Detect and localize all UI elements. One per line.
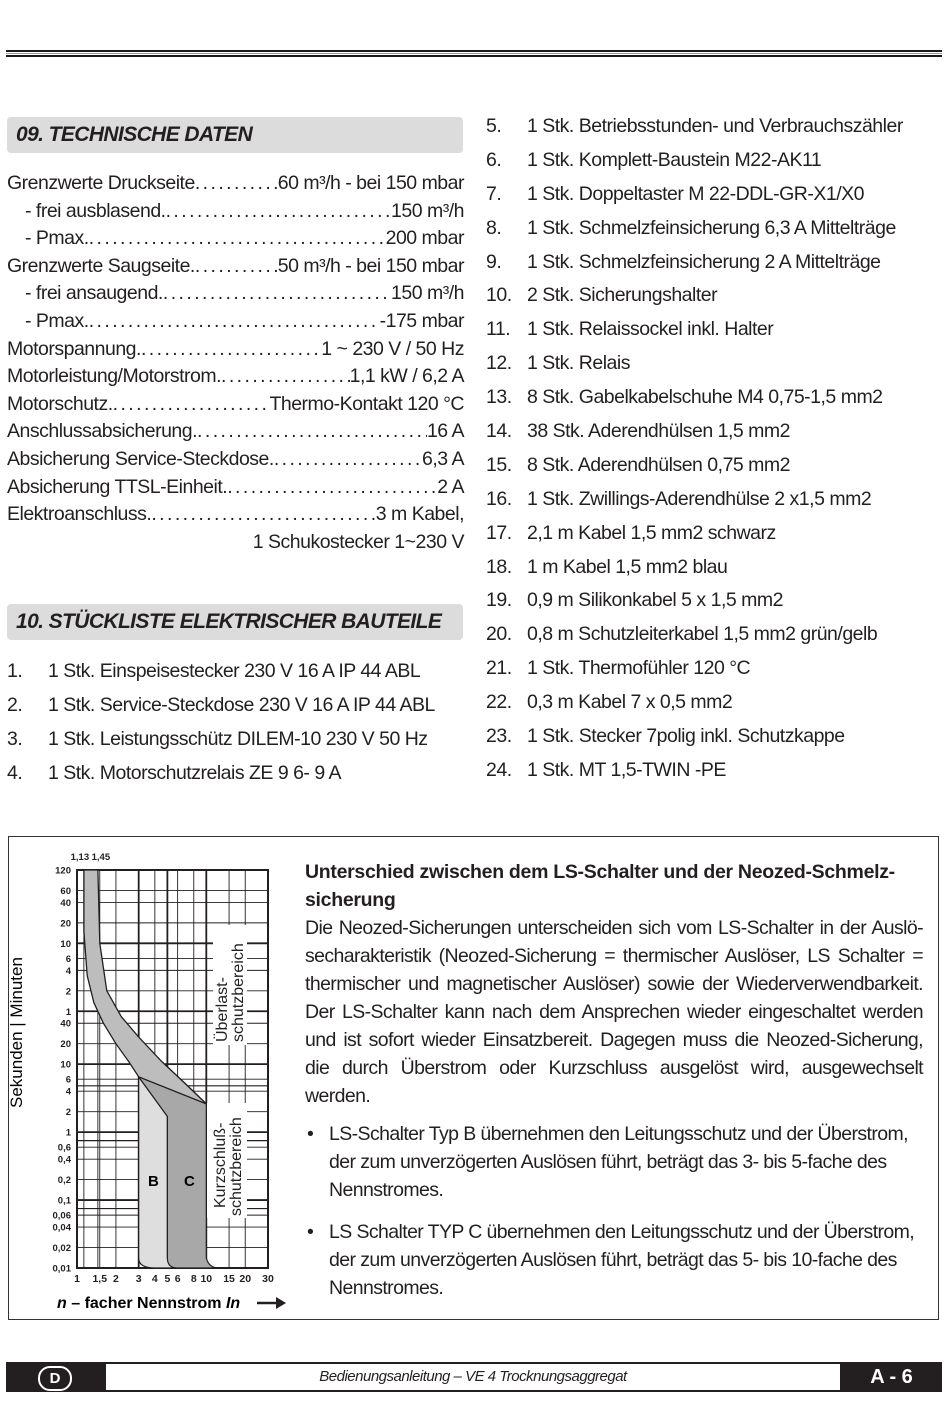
item-number: 21. — [486, 657, 512, 680]
svg-text:1,5: 1,5 — [92, 1273, 108, 1285]
svg-text:1: 1 — [65, 1006, 71, 1018]
svg-text:10: 10 — [200, 1273, 213, 1285]
item-number: 1. — [7, 660, 23, 682]
parts-list-item — [486, 686, 946, 720]
item-number: 24. — [486, 758, 512, 781]
spec-value: 200 mbar — [385, 227, 464, 250]
parts-list-item — [486, 449, 946, 483]
svg-text:1,45: 1,45 — [91, 852, 111, 863]
item-number: 16. — [486, 487, 512, 510]
svg-text:6: 6 — [65, 953, 71, 965]
svg-text:2: 2 — [65, 986, 71, 998]
svg-text:15: 15 — [223, 1273, 235, 1285]
spec-value: 3 m Kabel, — [375, 503, 464, 526]
info-heading: Unterschied zwischen dem LS-Schalter und der Neozed-Schmelz- sicherung — [305, 861, 895, 911]
svg-text:30: 30 — [262, 1273, 274, 1285]
item-number: 13. — [486, 386, 512, 409]
spec-label: Absicherung TTSL-Einheit. — [7, 475, 228, 498]
item-number: 5. — [486, 115, 502, 137]
spec-value: 50 m³/h - bei 150 mbar — [277, 254, 464, 277]
parts-list-item — [486, 246, 946, 280]
svg-text:2: 2 — [113, 1273, 119, 1285]
item-text: 2,1 m Kabel 1,5 mm2 schwarz — [527, 521, 776, 544]
svg-text:6: 6 — [65, 1074, 71, 1086]
item-number: 19. — [486, 589, 512, 612]
svg-text:40: 40 — [60, 1018, 71, 1030]
item-text: 8 Stk. Aderendhülsen 0,75 mm2 — [527, 453, 791, 476]
item-number: 18. — [486, 555, 512, 578]
spec-value: 60 m³/h - bei 150 mbar — [277, 172, 464, 194]
item-number: 3. — [7, 727, 23, 750]
svg-text:10: 10 — [60, 938, 71, 950]
info-bullets — [305, 1120, 923, 1302]
section-heading-technische-daten: 09. TECHNISCHE DATEN — [7, 117, 463, 153]
parts-list-item — [486, 618, 946, 652]
svg-text:0,1: 0,1 — [57, 1195, 71, 1207]
svg-text:60: 60 — [60, 885, 71, 897]
item-text: 1 Stk. Leistungsschütz DILEM-10 230 V 50 Hz — [48, 727, 428, 750]
item-text: 1 Stk. Relaissockel inkl. Halter — [527, 318, 774, 341]
parts-list-item — [486, 178, 946, 212]
spec-continuation: 1 Schukostecker 1~230 V — [252, 530, 464, 553]
parts-list-item — [486, 584, 946, 618]
item-text: 1 Stk. Thermofühler 120 °C — [527, 657, 751, 680]
bullet-type-b: • LS-Schalter Typ B übernehmen den Leitungsschutz und der Überstrom, der zum unverzögerten Auslösen führt, beträgt das 3- bis 5-fache des Nennstromes. — [307, 1123, 908, 1201]
trip-curve-chart — [0, 0, 300, 1320]
item-number: 20. — [486, 623, 512, 646]
overload-zone-label: Überlast- — [214, 977, 231, 1042]
item-text: 1 Stk. Stecker 7polig inkl. Schutzkappe — [527, 725, 845, 748]
short-circuit-zone-label: Kurzschluß- — [212, 1122, 229, 1208]
spec-label: Absicherung Service-Steckdose. — [7, 447, 274, 470]
item-text: 1 Stk. MT 1,5-TWIN -PE — [527, 758, 726, 781]
spec-value: 1,1 kW / 6,2 A — [349, 365, 464, 388]
spec-value: -175 mbar — [379, 309, 464, 332]
item-text: 0,8 m Schutzleiterkabel 1,5 mm2 grün/gelb — [527, 623, 878, 646]
svg-text:120: 120 — [55, 865, 71, 877]
svg-text:0,2: 0,2 — [57, 1175, 71, 1187]
svg-text:4: 4 — [151, 1273, 158, 1285]
item-text: 1 Stk. Relais — [527, 352, 630, 375]
info-paragraph: Die Neozed-Sicherungen unterscheiden sich vom LS-Schalter in der Auslö-secharakteristik (Neozed-Sicherung = thermischer Auslöser, LS Schalter = thermischer und magnetischer Auslöser) sowie der Wiederverwendbarkeit. Der LS-Schalter kann nach dem Ansprechen wieder eingeschaltet werden und ist sofort wieder Einsatzbereit. Dagegen muss die Neozed-Sicherung, die durch Überstrom oder Kurzschluss ausgelöst wird, ausgewechselt werden. — [305, 917, 923, 1107]
parts-list-item — [486, 313, 946, 347]
spec-label: Elektroanschluss. — [7, 503, 152, 526]
band-b-label: B — [148, 1173, 159, 1190]
svg-text:0,4: 0,4 — [57, 1154, 71, 1166]
parts-list-item — [486, 110, 946, 144]
item-text: 0,9 m Silikonkabel 5 x 1,5 mm2 — [527, 589, 783, 612]
item-text: 1 Stk. Doppeltaster M 22-DDL-GR-X1/X0 — [527, 182, 864, 205]
parts-list-item — [486, 144, 946, 178]
parts-list-item — [486, 212, 946, 246]
spec-label: Grenzwerte Druckseite — [7, 172, 195, 194]
spec-label: - frei ausblasend. — [25, 199, 166, 222]
spec-label: Motorleistung/Motorstrom. — [7, 365, 221, 388]
parts-list-item — [486, 551, 946, 585]
parts-list-item — [486, 279, 946, 313]
spec-value: 150 m³/h — [391, 282, 464, 305]
y-axis-label: Sekunden | Minuten — [7, 957, 26, 1108]
svg-text:0,06: 0,06 — [52, 1210, 71, 1222]
arrow-right-icon — [257, 1297, 286, 1309]
svg-text:schutzbereich: schutzbereich — [230, 943, 247, 1042]
item-number: 2. — [7, 693, 23, 716]
item-number: 23. — [486, 725, 512, 748]
svg-text:20: 20 — [60, 918, 71, 930]
parts-list-item — [486, 381, 946, 415]
svg-text:0,02: 0,02 — [52, 1243, 71, 1255]
item-number: 12. — [486, 352, 512, 375]
spec-label: Anschlussabsicherung. — [7, 420, 198, 443]
item-text: 1 Stk. Komplett-Baustein M22-AK11 — [527, 148, 822, 171]
item-text: 2 Stk. Sicherungshalter — [527, 284, 718, 307]
svg-text:20: 20 — [239, 1273, 252, 1285]
svg-text:8: 8 — [190, 1273, 197, 1285]
spec-label: - Pmax. — [25, 309, 89, 332]
parts-list-item — [486, 652, 946, 686]
svg-text:20: 20 — [60, 1039, 71, 1051]
svg-text:5: 5 — [164, 1273, 171, 1285]
svg-text:40: 40 — [60, 897, 71, 909]
svg-text:1: 1 — [74, 1273, 80, 1285]
parts-list-item — [486, 517, 946, 551]
item-text: 1 Stk. Einspeisestecker 230 V 16 A IP 44 ABL — [48, 660, 421, 682]
item-number: 8. — [486, 216, 502, 239]
svg-text:6: 6 — [174, 1273, 181, 1285]
item-text: 1 Stk. Betriebsstunden- und Verbrauchszähler — [527, 115, 903, 137]
item-text: 0,3 m Kabel 7 x 0,5 mm2 — [527, 691, 733, 714]
bullet-type-c: • LS Schalter TYP C übernehmen den Leitungsschutz und der Überstrom, der zum unverzögerten Auslösen führt, beträgt das 5- bis 10-fache des Nennstromes. — [307, 1221, 915, 1299]
item-number: 11. — [486, 318, 511, 341]
svg-text:2: 2 — [65, 1107, 71, 1119]
spec-label: - frei ansaugend. — [25, 282, 163, 305]
svg-text:0,04: 0,04 — [52, 1222, 71, 1234]
section-heading-stueckliste: 10. STÜCKLISTE ELEKTRISCHER BAUTEILE — [7, 604, 463, 640]
info-text — [305, 858, 923, 1316]
item-text: 1 Stk. Schmelzfeinsicherung 2 A Mittelträge — [527, 250, 881, 273]
item-number: 6. — [486, 148, 502, 171]
spec-value: 150 m³/h — [391, 199, 464, 222]
spec-label: Motorschutz. — [7, 392, 113, 415]
item-number: 10. — [486, 284, 512, 307]
item-number: 17. — [486, 521, 512, 544]
item-number: 9. — [486, 250, 502, 273]
spec-value: 2 A — [437, 475, 464, 498]
svg-text:10: 10 — [60, 1059, 71, 1071]
spec-value: Thermo-Kontakt 120 °C — [269, 392, 464, 415]
footer-title: Bedienungsanleitung – VE 4 Trocknungsaggregat — [106, 1364, 840, 1390]
item-text: 1 m Kabel 1,5 mm2 blau — [527, 555, 728, 578]
item-number: 4. — [7, 761, 23, 784]
spec-value: 1 ~ 230 V / 50 Hz — [321, 337, 464, 360]
page-footer — [6, 1362, 942, 1392]
item-text: 1 Stk. Motorschutzrelais ZE 9 6- 9 A — [48, 761, 342, 784]
language-badge: D — [38, 1366, 72, 1391]
svg-text:4: 4 — [65, 965, 71, 977]
item-number: 7. — [486, 182, 502, 205]
item-number: 15. — [486, 453, 512, 476]
svg-text:0,6: 0,6 — [57, 1142, 71, 1154]
svg-text:4: 4 — [65, 1086, 71, 1098]
item-number: 14. — [486, 420, 512, 443]
svg-text:schutzbereich: schutzbereich — [228, 1117, 245, 1216]
spec-value: 16 A — [426, 420, 464, 443]
page-number: A - 6 — [870, 1366, 913, 1388]
parts-list-item — [486, 483, 946, 517]
svg-text:1: 1 — [65, 1127, 71, 1139]
parts-list-right — [486, 110, 946, 788]
item-text: 1 Stk. Zwillings-Aderendhülse 2 x1,5 mm2 — [527, 487, 872, 510]
svg-text:0,01: 0,01 — [52, 1263, 71, 1275]
parts-list-item — [486, 415, 946, 449]
item-text: 1 Stk. Schmelzfeinsicherung 6,3 A Mittelträge — [527, 216, 896, 239]
parts-list-item — [486, 347, 946, 381]
band-c-label: C — [184, 1173, 195, 1190]
item-number: 22. — [486, 691, 512, 714]
x-axis-label: n – facher Nennstrom In — [57, 1295, 241, 1312]
spec-value: 6,3 A — [422, 447, 464, 470]
svg-text:1,13: 1,13 — [70, 852, 90, 863]
svg-text:3: 3 — [135, 1273, 142, 1285]
item-text: 8 Stk. Gabelkabelschuhe M4 0,75-1,5 mm2 — [527, 386, 883, 409]
parts-list-item — [486, 720, 946, 754]
item-text: 1 Stk. Service-Steckdose 230 V 16 A IP 44 ABL — [48, 693, 435, 716]
spec-label: - Pmax. — [25, 227, 89, 250]
spec-label: Motorspannung. — [7, 337, 141, 360]
parts-list-item — [486, 754, 946, 788]
item-text: 38 Stk. Aderendhülsen 1,5 mm2 — [527, 420, 791, 443]
spec-label: Grenzwerte Saugseite. — [7, 254, 195, 277]
